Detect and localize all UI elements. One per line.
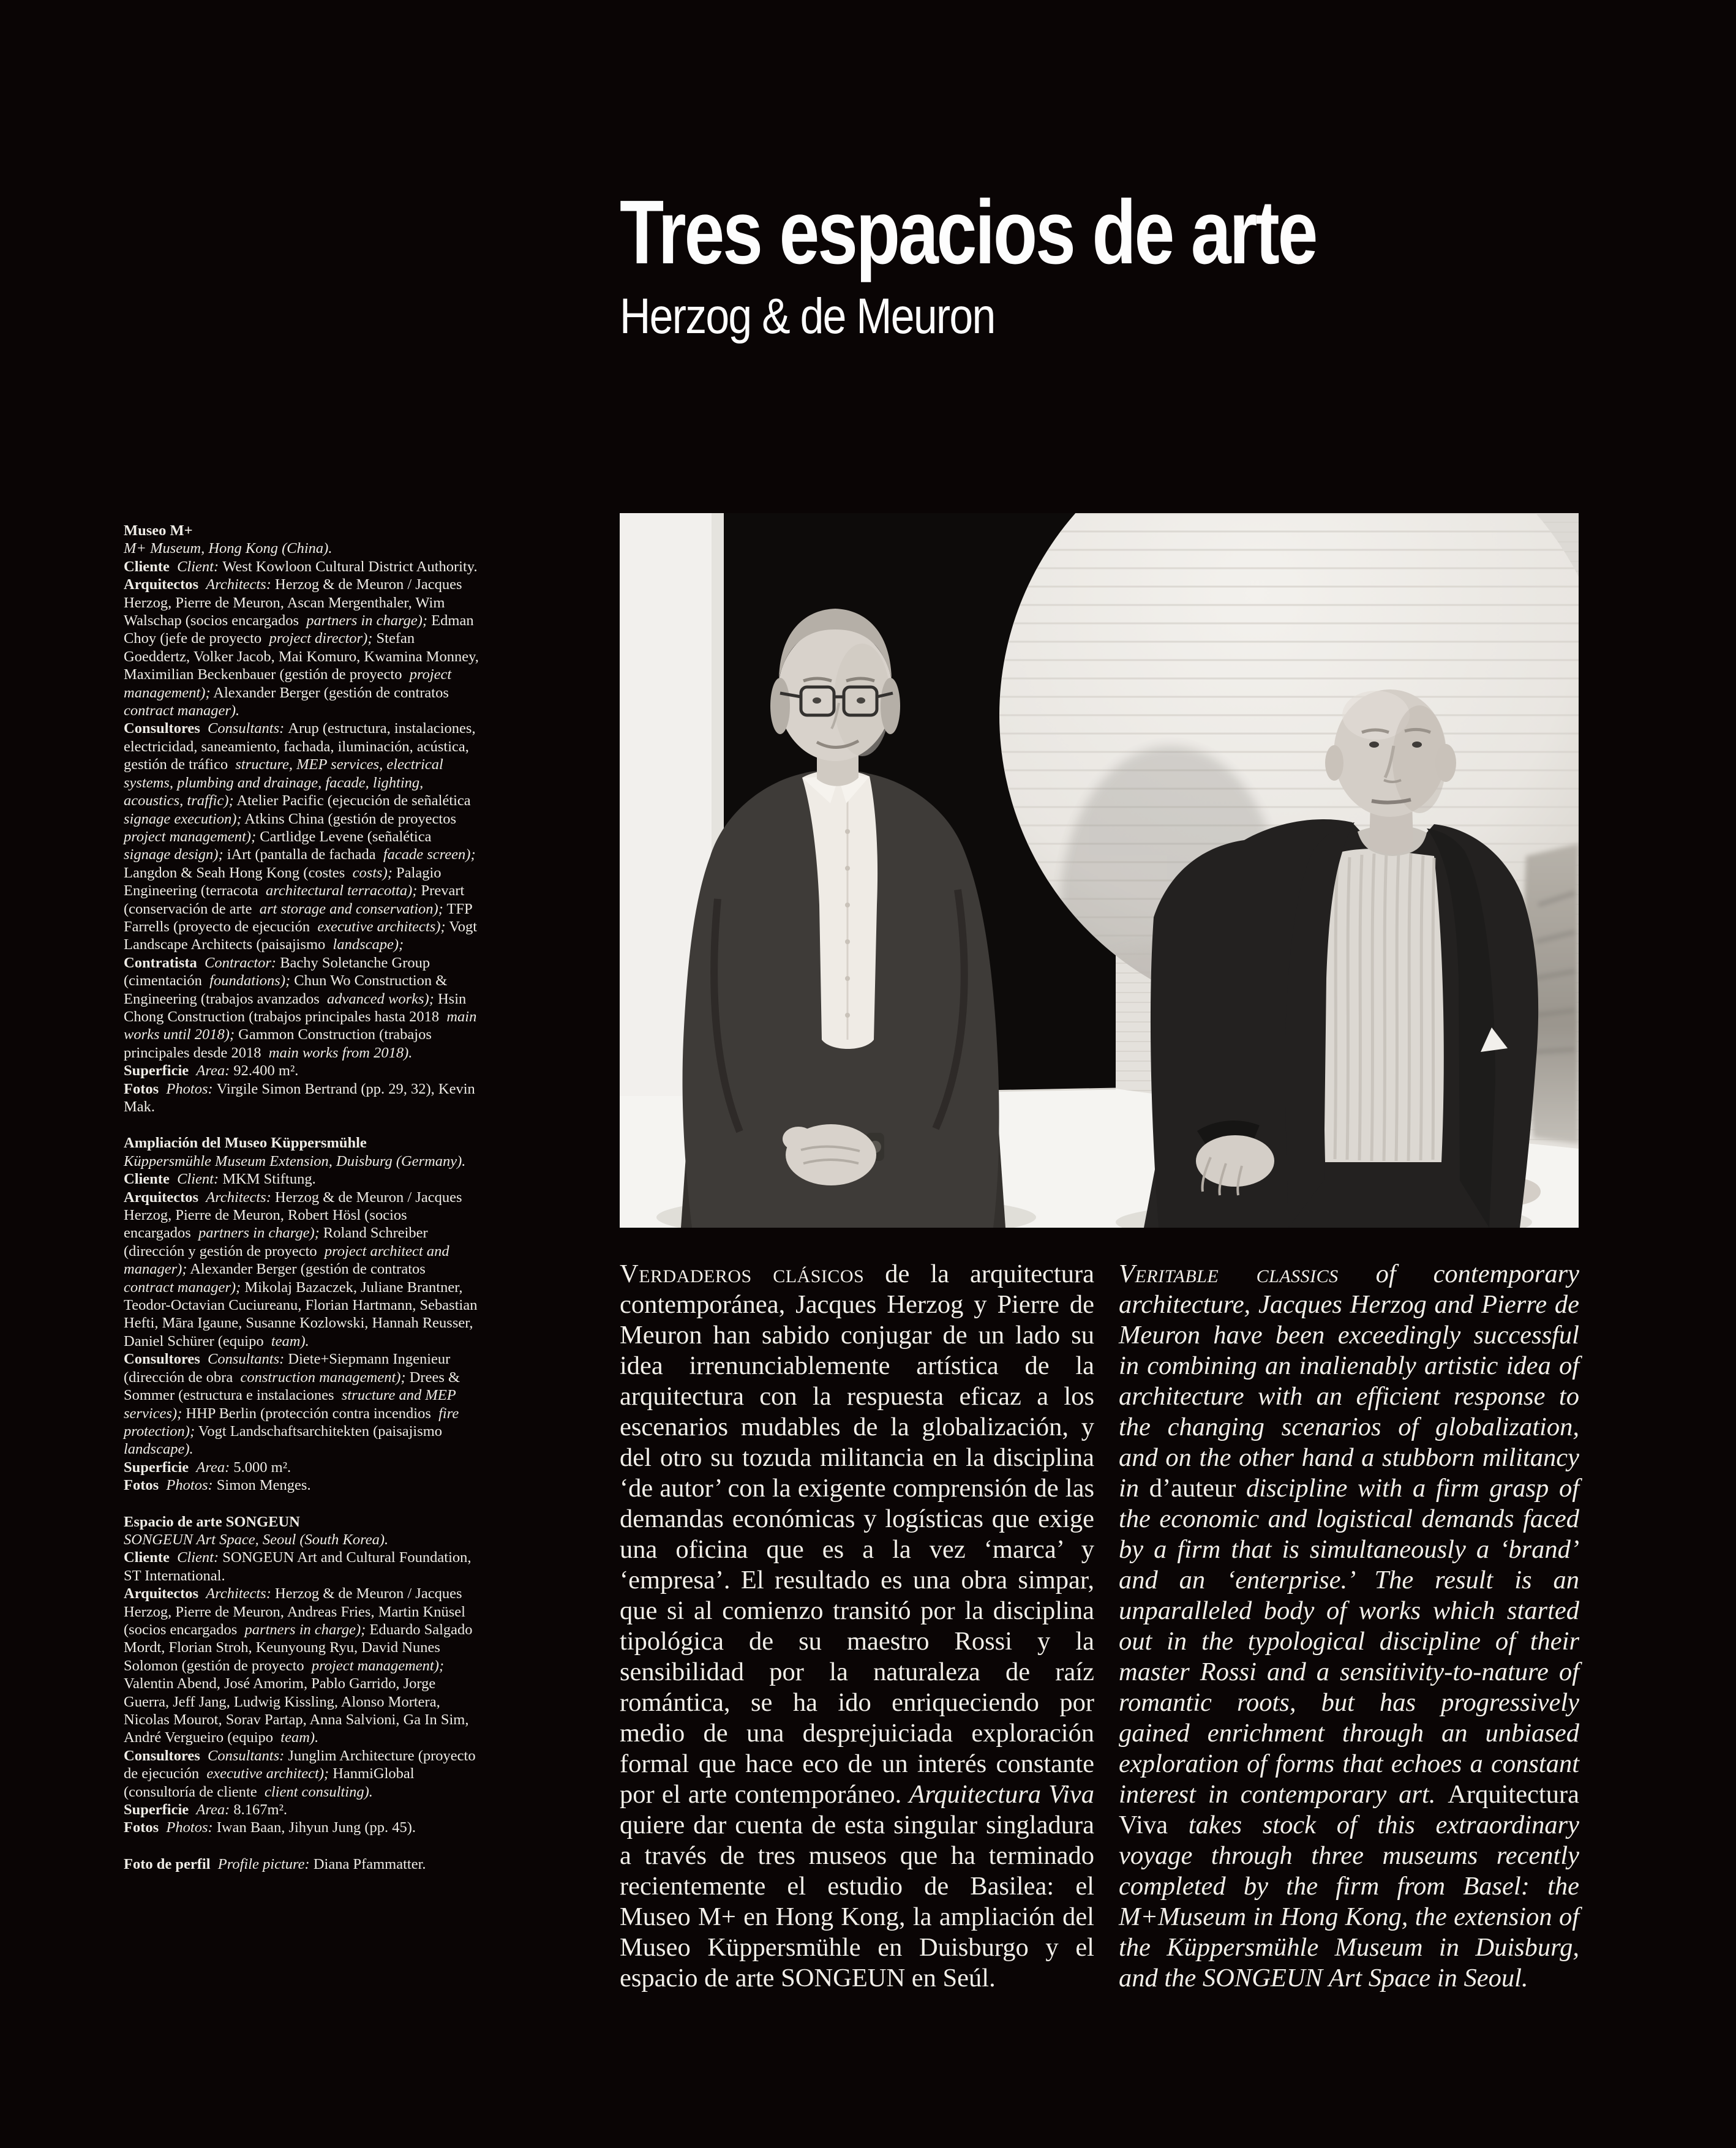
- text-segment: signage execution);: [124, 792, 478, 827]
- text-segment: Stefan Goeddertz, Volker Jacob, Mai Komuro, Kwamina Monney, Maximilian Beckenbauer (gestión de proyecto: [124, 630, 483, 683]
- credit-block-songeun: [124, 1513, 481, 1837]
- text-segment: project management);: [124, 666, 456, 701]
- credit-paragraph: [124, 719, 481, 953]
- page-title: Tres espacios de arte: [620, 182, 1317, 283]
- text-segment: MKM Stiftung.: [222, 1171, 316, 1188]
- text-segment: partners in charge);: [237, 1621, 366, 1638]
- text-segment: Photos:: [159, 1819, 217, 1836]
- credit-paragraph: [124, 576, 481, 719]
- text-segment: discipline with a firm grasp of the economic and logistical demands faced by a firm that is simultaneously a ‘brand’ and an ‘enterprise.’ The result is an unparalleled body of works which started out in the typological discipline of their master Rossi and a sensitivity-to-nature of romantic roots, but has progressively gained enrichment through an unbiased exploration of forms that echoes a constant interest in contemporary art.: [1119, 1474, 1586, 1809]
- text-segment: Superficie: [124, 1062, 189, 1080]
- text-segment: Arup (estructura, instalaciones, electricidad, saneamiento, fachada, iluminación, acústica, gestión de tráfico: [124, 720, 479, 773]
- text-segment: Consultores: [124, 720, 200, 737]
- credit-paragraph: [124, 558, 481, 576]
- text-segment: facade screen);: [375, 846, 476, 863]
- text-segment: contract manager);: [124, 1261, 434, 1296]
- text-segment: Alexander Berger (gestión de contratos: [210, 684, 449, 701]
- text-segment: Edman Choy (jefe de proyecto: [124, 612, 478, 647]
- text-segment: Arquitectos: [124, 576, 199, 593]
- text-segment: Diana Pfammatter.: [313, 1855, 426, 1872]
- text-segment: Foto de perfil: [124, 1855, 211, 1872]
- text-segment: project architect and manager);: [124, 1242, 453, 1278]
- credit-block-kueppersmuehle: [124, 1134, 481, 1494]
- credits-sidebar: [124, 522, 481, 1873]
- text-segment: Junglim Architecture (proyecto de ejecución: [124, 1747, 479, 1782]
- text-segment: signage design);: [124, 828, 439, 863]
- project-name: Ampliación del Museo Küppersmühle: [124, 1135, 367, 1152]
- text-segment: takes stock of this extraordinary voyage through three museums recently completed by the firm from Basel: the M+Museum in Hong Kong, the extension of the Küppersmühle Museum in Duisburg, and the SONGEUN Art Space in Seoul.: [1119, 1811, 1586, 1992]
- text-segment: quiere dar cuenta de esta singular singladura a través de tres museos que ha terminado recientemente el estudio de Basilea: el Museo M+ en Hong Kong, la ampliación del Museo Küppersmühle en Duisburgo y el espacio de arte SONGEUN en Seúl.: [620, 1780, 1101, 1992]
- credit-paragraph: [124, 1170, 481, 1188]
- project-name: Museo M+: [124, 522, 193, 539]
- project-name: Espacio de arte SONGEUN: [124, 1513, 300, 1530]
- text-segment: Atkins China (gestión de proyectos: [241, 810, 456, 827]
- text-segment: Photos:: [159, 1477, 217, 1494]
- credit-paragraph: [124, 1080, 481, 1116]
- project-name-english: SONGEUN Art Space, Seoul (South Korea).: [124, 1531, 389, 1548]
- text-segment: Herzog & de Meuron / Jacques Herzog, Pierre de Meuron, Andreas Fries, Martin Knüsel (socios encargados: [124, 1585, 470, 1638]
- project-credit-paragraphs: [124, 558, 481, 1116]
- text-segment: Consultants:: [200, 1351, 288, 1368]
- text-segment: art storage and conservation);: [252, 900, 443, 917]
- text-segment: de la arquitectura contemporánea, Jacques Herzog y Pierre de Meuron han sabido conjugar de un lado su idea irrenunciablemente artística de la arquitectura con la respuesta eficaz a los escenarios mudables de la globalización, y del otro su tozuda militancia en la disciplina ‘de autor’ con la exigente comprensión de las demandas económicas y logísticas que exige una oficina que es a la vez ‘marca’ y ‘empresa’. El resultado es una obra simpar, que si al comienzo transitó por la disciplina tipológica de su maestro Rossi y la sensibilidad por la naturaleza de raíz romántica, se ha ido enriqueciendo por medio de una desprejuiciada exploración formal que hace eco de un interés constante por el arte contemporáneo.: [620, 1260, 1101, 1809]
- text-segment: Profile picture:: [210, 1855, 314, 1872]
- text-segment: project management);: [304, 1657, 445, 1674]
- text-segment: Alexander Berger (gestión de contratos: [187, 1261, 426, 1278]
- text-segment: of contemporary architecture, Jacques Herzog and Pierre de Meuron have been exceedingly successful in combining an inalienably artistic idea of architecture with an efficient response to the changing scenarios of globalization, and on the other hand a stubborn militancy in: [1119, 1260, 1586, 1503]
- text-segment: Consultores: [124, 1747, 200, 1764]
- portrait-photo: [620, 513, 1579, 1228]
- text-segment: Architects:: [198, 1585, 275, 1602]
- project-name-english: Küppersmühle Museum Extension, Duisburg (Germany).: [124, 1152, 466, 1170]
- text-segment: Palagio Engineering (terracota: [124, 864, 445, 899]
- text-segment: Arquitectura Viva: [909, 1780, 1094, 1809]
- text-segment: Langdon & Seah Hong Kong (costes: [124, 846, 479, 881]
- text-segment: Arquitectos: [124, 1189, 199, 1206]
- text-segment: costs);: [345, 864, 393, 881]
- text-segment: project director);: [261, 630, 373, 647]
- text-segment: team).: [263, 1332, 309, 1350]
- text-segment: Prevart (conservación de arte: [124, 882, 468, 917]
- text-segment: 8.167m².: [233, 1801, 288, 1819]
- text-segment: architectural terracotta);: [258, 882, 418, 899]
- text-segment: Diete+Siepmann Ingenieur (dirección de obra: [124, 1351, 454, 1386]
- text-segment: construction management);: [233, 1369, 406, 1386]
- credit-paragraph: [124, 1585, 481, 1747]
- credit-paragraph: [124, 1747, 481, 1801]
- credit-paragraph: [124, 1062, 481, 1080]
- text-segment: landscape).: [124, 1422, 450, 1458]
- text-segment: d’auteur: [1149, 1474, 1236, 1503]
- text-segment: foundations);: [201, 972, 291, 990]
- text-segment: Valentin Abend, José Amorim, Pablo Garrido, Jorge Guerra, Jeff Jang, Ludwig Kissling, Alonso Mortera, Nicolas Mourot, Sorav Partap, Anna Salvioni, Ga In Sim, André Vergueiro (equipo: [124, 1657, 472, 1746]
- text-segment: Vogt Landscape Architects (paisajismo: [124, 918, 481, 953]
- text-segment: 92.400 m².: [233, 1062, 299, 1080]
- text-segment: Client:: [169, 558, 223, 575]
- text-segment: partners in charge);: [299, 612, 428, 629]
- project-credit-paragraphs: [124, 1170, 481, 1494]
- text-segment: Consultants:: [200, 720, 288, 737]
- text-segment: Cliente: [124, 1549, 170, 1566]
- profile-picture-credit: [124, 1855, 481, 1873]
- text-segment: Superficie: [124, 1459, 189, 1476]
- text-segment: fire protection);: [124, 1405, 463, 1440]
- text-segment: main works from 2018).: [261, 1044, 413, 1061]
- text-segment: structure and MEP services);: [124, 1387, 460, 1422]
- text-segment: Vogt Landschaftsarchitekten (paisajismo: [195, 1422, 443, 1440]
- text-segment: Arquitectura Viva: [1119, 1780, 1585, 1839]
- headline: [620, 182, 1490, 344]
- text-segment: Veritable classics: [1119, 1260, 1339, 1288]
- text-segment: executive architect);: [199, 1765, 329, 1782]
- text-segment: Drees & Sommer (estructura e instalaciones: [124, 1369, 464, 1404]
- text-segment: Fotos: [124, 1477, 159, 1494]
- text-segment: Herzog & de Meuron / Jacques Herzog, Pierre de Meuron, Ascan Mergenthaler, Wim Walschap (socios encargados: [124, 576, 466, 629]
- text-segment: Contratista: [124, 954, 197, 971]
- text-segment: project management);: [124, 810, 464, 845]
- text-segment: HanmiGlobal (consultoría de cliente: [124, 1765, 418, 1800]
- text-segment: Arquitectos: [124, 1585, 199, 1602]
- text-segment: Mikolaj Bazaczek, Juliane Brantner, Teodor-Octavian Cuciureanu, Florian Hartmann, Sebastian Hefti, Māra Igaune, Susanne Kozlowski, Hannah Reusser, Daniel Schürer (equipo: [124, 1279, 481, 1350]
- text-segment: contract manager).: [124, 684, 457, 719]
- text-segment: structure, MEP services, electrical systems, plumbing and drainage, facade, lighting, acoustics, traffic);: [124, 756, 447, 809]
- text-segment: Verdaderos clásicos: [620, 1260, 865, 1288]
- text-segment: Virgile Simon Bertrand (pp. 29, 32), Kevin Mak.: [124, 1080, 479, 1115]
- credit-paragraph: [124, 1819, 481, 1836]
- text-segment: Cliente: [124, 558, 170, 575]
- credit-block-museo-m-plus: [124, 522, 481, 1116]
- text-segment: Atelier Pacific (ejecución de señalética: [233, 792, 471, 809]
- text-segment: TFP Farrells (proyecto de ejecución: [124, 900, 476, 935]
- text-segment: Herzog & de Meuron / Jacques Herzog, Pierre de Meuron, Robert Hösl (socios encargados: [124, 1189, 466, 1242]
- text-segment: Photos:: [159, 1080, 217, 1097]
- text-segment: Contractor:: [197, 954, 280, 971]
- text-segment: HHP Berlin (protección contra incendios: [182, 1405, 431, 1422]
- credit-paragraph: [124, 1189, 481, 1351]
- text-segment: Consultores: [124, 1351, 200, 1368]
- text-segment: team).: [273, 1729, 319, 1746]
- credit-paragraph: [124, 1476, 481, 1494]
- text-segment: West Kowloon Cultural District Authority.: [222, 558, 478, 575]
- text-segment: Area:: [189, 1062, 234, 1080]
- text-segment: 5.000 m².: [233, 1459, 291, 1476]
- text-segment: client consulting).: [257, 1783, 373, 1800]
- text-segment: Iwan Baan, Jihyun Jung (pp. 45).: [216, 1819, 416, 1836]
- text-segment: Simon Menges.: [216, 1477, 311, 1494]
- text-segment: Gammon Construction (trabajos principales desde 2018: [124, 1026, 436, 1061]
- text-segment: landscape);: [325, 936, 404, 953]
- project-credit-paragraphs: [124, 1549, 481, 1837]
- credit-paragraph: [124, 1549, 481, 1585]
- text-segment: executive architects);: [310, 918, 446, 935]
- text-segment: Client:: [169, 1171, 223, 1188]
- text-segment: main works until 2018);: [124, 1008, 481, 1043]
- text-segment: Bachy Soletanche Group (cimentación: [124, 954, 434, 990]
- text-segment: Superficie: [124, 1801, 189, 1819]
- text-segment: Cartlidge Levene (señalética: [256, 828, 432, 845]
- article-text-spanish: [620, 1259, 1101, 1994]
- text-segment: Roland Schreiber (dirección y gestión de proyecto: [124, 1225, 432, 1260]
- text-segment: iArt (pantalla de fachada: [223, 846, 376, 863]
- text-segment: Consultants:: [200, 1747, 288, 1764]
- text-segment: Chun Wo Construction & Engineering (trabajos avanzados: [124, 972, 451, 1007]
- text-segment: Hsin Chong Construction (trabajos principales hasta 2018: [124, 990, 470, 1025]
- text-segment: Fotos: [124, 1080, 159, 1097]
- text-segment: advanced works);: [319, 990, 434, 1007]
- text-segment: Client:: [169, 1549, 223, 1566]
- credit-paragraph: [124, 1350, 481, 1458]
- text-segment: Cliente: [124, 1171, 170, 1188]
- text-segment: Architects:: [198, 1189, 275, 1206]
- portrait-photo-graphic: [620, 513, 1579, 1228]
- text-segment: Area:: [189, 1459, 234, 1476]
- credit-paragraph: [124, 1801, 481, 1819]
- text-segment: Fotos: [124, 1819, 159, 1836]
- text-segment: Area:: [189, 1801, 234, 1819]
- project-name-english: M+ Museum, Hong Kong (China).: [124, 540, 333, 557]
- credit-paragraph: [124, 954, 481, 1062]
- article-text-english: [1119, 1259, 1586, 1994]
- page-subtitle: Herzog & de Meuron: [620, 288, 995, 344]
- text-segment: partners in charge);: [190, 1225, 320, 1242]
- credit-paragraph: [124, 1459, 481, 1476]
- text-segment: Architects:: [198, 576, 275, 593]
- text-segment: SONGEUN Art and Cultural Foundation, ST International.: [124, 1549, 475, 1584]
- text-segment: Eduardo Salgado Mordt, Florian Stroh, Keunyoung Ryu, David Nunes Solomon (gestión de proyecto: [124, 1621, 476, 1674]
